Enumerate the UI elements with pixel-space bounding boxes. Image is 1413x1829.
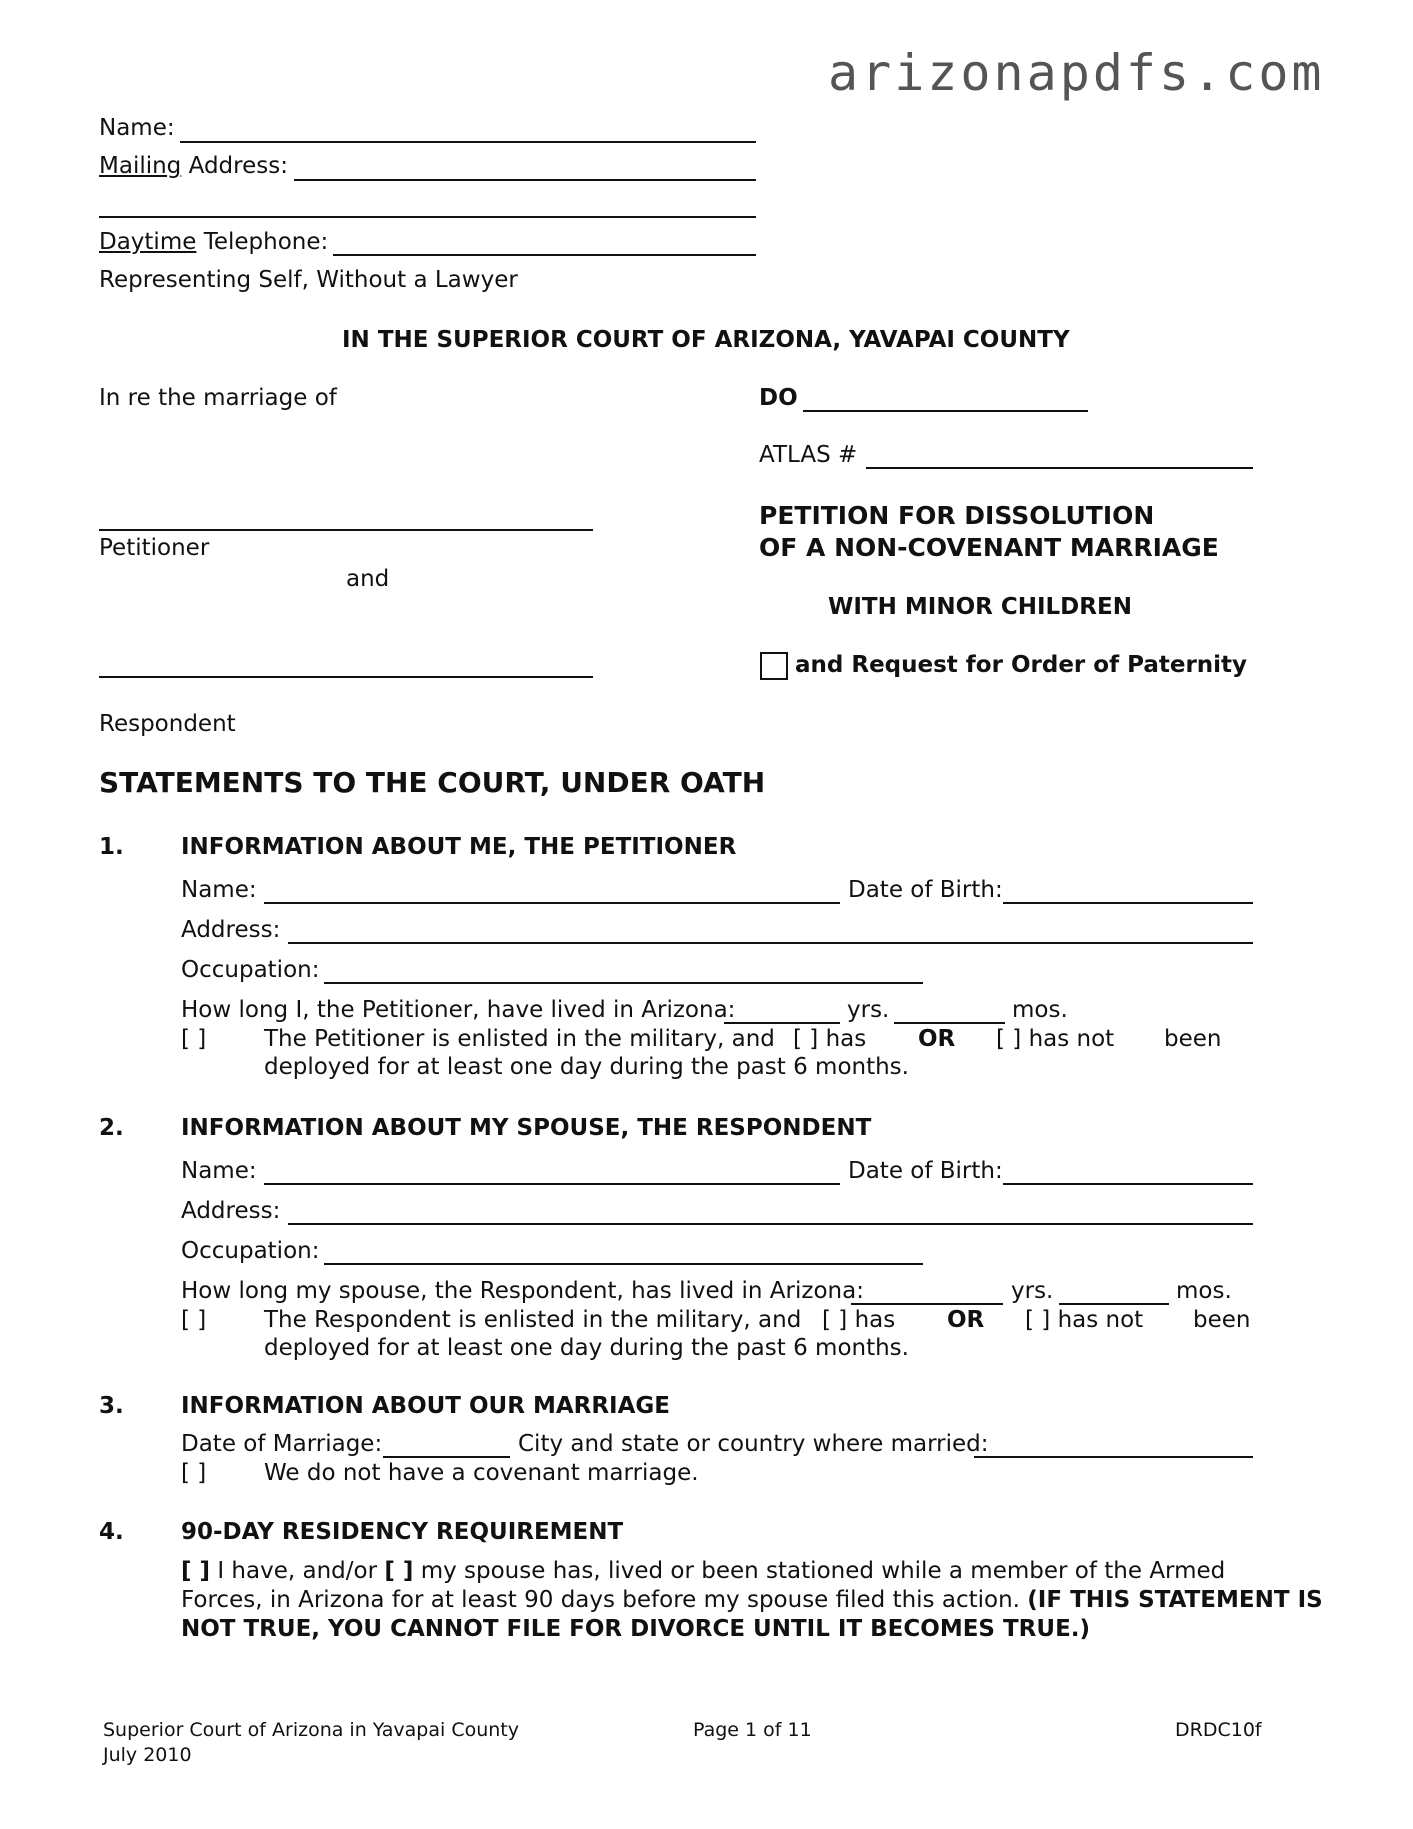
marriage-place-field[interactable]	[974, 1456, 1253, 1458]
section-4-number: 4.	[99, 1519, 124, 1545]
in-re-text: In re the marriage of	[99, 385, 337, 411]
respondent-dob-field[interactable]	[1003, 1183, 1253, 1185]
respondent-military-text: The Respondent is enlisted in the military, and	[264, 1307, 802, 1333]
respondent-mos-label: mos.	[1176, 1278, 1232, 1304]
respondent-been-text: been	[1193, 1307, 1251, 1333]
petitioner-months-field[interactable]	[894, 1022, 1005, 1024]
section-1-title: INFORMATION ABOUT ME, THE PETITIONER	[181, 834, 737, 860]
telephone-label: Daytime Telephone:	[99, 229, 329, 255]
respondent-name-field[interactable]	[99, 676, 593, 678]
petitioner-deployed-text: deployed for at least one day during the past 6 months.	[264, 1054, 909, 1080]
marriage-date-field[interactable]	[383, 1456, 510, 1458]
name-field[interactable]	[180, 141, 756, 143]
petitioner-address-label: Address:	[181, 917, 281, 943]
section-2-number: 2.	[99, 1115, 124, 1141]
petitioner-name-field[interactable]	[99, 529, 593, 531]
do-label: DO	[759, 385, 798, 411]
residency-line-2: Forces, in Arizona for at least 90 days before my spouse filed this action. (IF THIS STATEMENT IS	[181, 1587, 1323, 1613]
footer-court-name: Superior Court of Arizona in Yavapai County	[103, 1719, 519, 1741]
section-1-number: 1.	[99, 834, 124, 860]
respondent-years-field[interactable]	[851, 1303, 1003, 1305]
petitioner-military-text: The Petitioner is enlisted in the military, and	[264, 1026, 775, 1052]
petitioner-occupation-field[interactable]	[324, 982, 923, 984]
marriage-place-label: City and state or country where married:	[518, 1431, 989, 1457]
representing-text: Representing Self, Without a Lawyer	[99, 267, 518, 293]
petitioner-years-field[interactable]	[724, 1022, 840, 1024]
petitioner-or-text: OR	[918, 1026, 956, 1052]
petitioner-occupation-label: Occupation:	[181, 957, 320, 983]
telephone-field[interactable]	[333, 254, 756, 256]
petitioner-hasnot-checkbox[interactable]: [ ] has not	[996, 1026, 1115, 1052]
atlas-number-field[interactable]	[866, 467, 1253, 469]
respondent-address-label: Address:	[181, 1198, 281, 1224]
respondent-hasnot-checkbox[interactable]: [ ] has not	[1025, 1307, 1144, 1333]
residency-self-checkbox[interactable]: [ ]	[181, 1558, 211, 1584]
petitioner-residency-label: How long I, the Petitioner, have lived in Arizona:	[181, 997, 736, 1023]
petition-title-line1: PETITION FOR DISSOLUTION	[759, 501, 1155, 530]
respondent-full-name-field[interactable]	[264, 1183, 840, 1185]
respondent-or-text: OR	[947, 1307, 985, 1333]
residency-line-1: [ ] I have, and/or [ ] my spouse has, lived or been stationed while a member of the Armed	[181, 1558, 1226, 1584]
petitioner-full-name-field[interactable]	[264, 902, 840, 904]
respondent-address-field[interactable]	[288, 1223, 1253, 1225]
court-title: IN THE SUPERIOR COURT OF ARIZONA, YAVAPAI COUNTY	[342, 327, 1070, 353]
petitioner-military-checkbox[interactable]: [ ]	[181, 1026, 207, 1052]
mailing-address-field-line2[interactable]	[99, 216, 756, 218]
covenant-checkbox[interactable]: [ ]	[181, 1460, 207, 1486]
respondent-yrs-label: yrs.	[1011, 1278, 1054, 1304]
petitioner-address-field[interactable]	[288, 942, 1253, 944]
petition-title-line2: OF A NON-COVENANT MARRIAGE	[759, 533, 1219, 562]
footer-form-code: DRDC10f	[1175, 1719, 1262, 1741]
respondent-residency-label: How long my spouse, the Respondent, has lived in Arizona:	[181, 1278, 864, 1304]
residency-spouse-checkbox[interactable]: [ ]	[384, 1558, 414, 1584]
and-text: and	[346, 566, 390, 592]
respondent-months-field[interactable]	[1059, 1303, 1169, 1305]
section-3-number: 3.	[99, 1393, 124, 1419]
petitioner-label: Petitioner	[99, 535, 210, 561]
section-4-title: 90-DAY RESIDENCY REQUIREMENT	[181, 1519, 624, 1545]
watermark: arizonapdfs.com	[828, 44, 1325, 102]
mailing-address-field[interactable]	[294, 179, 756, 181]
mailing-address-label: Mailing Address:	[99, 153, 288, 179]
petitioner-dob-field[interactable]	[1003, 902, 1253, 904]
with-minor-children: WITH MINOR CHILDREN	[828, 594, 1132, 620]
respondent-occupation-label: Occupation:	[181, 1238, 320, 1264]
respondent-occupation-field[interactable]	[324, 1263, 923, 1265]
footer-page-number: Page 1 of 11	[693, 1719, 812, 1741]
do-number-field[interactable]	[803, 410, 1088, 412]
respondent-label: Respondent	[99, 711, 236, 737]
name-label: Name:	[99, 115, 175, 141]
respondent-has-checkbox[interactable]: [ ] has	[822, 1307, 896, 1333]
section-2-title: INFORMATION ABOUT MY SPOUSE, THE RESPONDENT	[181, 1115, 872, 1141]
petitioner-dob-label: Date of Birth:	[848, 877, 1003, 903]
covenant-text: We do not have a covenant marriage.	[264, 1460, 699, 1486]
petitioner-mos-label: mos.	[1012, 997, 1068, 1023]
paternity-checkbox[interactable]	[760, 652, 788, 680]
respondent-deployed-text: deployed for at least one day during the past 6 months.	[264, 1335, 909, 1361]
footer-date: July 2010	[103, 1744, 192, 1766]
paternity-label: and Request for Order of Paternity	[795, 652, 1248, 678]
atlas-label: ATLAS #	[759, 442, 858, 468]
marriage-date-label: Date of Marriage:	[181, 1431, 383, 1457]
petitioner-been-text: been	[1164, 1026, 1222, 1052]
petitioner-name-label: Name:	[181, 877, 257, 903]
residency-warning: NOT TRUE, YOU CANNOT FILE FOR DIVORCE UNTIL IT BECOMES TRUE.)	[181, 1616, 1091, 1642]
respondent-dob-label: Date of Birth:	[848, 1158, 1003, 1184]
section-3-title: INFORMATION ABOUT OUR MARRIAGE	[181, 1393, 670, 1419]
petitioner-yrs-label: yrs.	[847, 997, 890, 1023]
statements-title: STATEMENTS TO THE COURT, UNDER OATH	[99, 766, 766, 799]
petitioner-has-checkbox[interactable]: [ ] has	[793, 1026, 867, 1052]
respondent-military-checkbox[interactable]: [ ]	[181, 1307, 207, 1333]
respondent-name-label: Name:	[181, 1158, 257, 1184]
